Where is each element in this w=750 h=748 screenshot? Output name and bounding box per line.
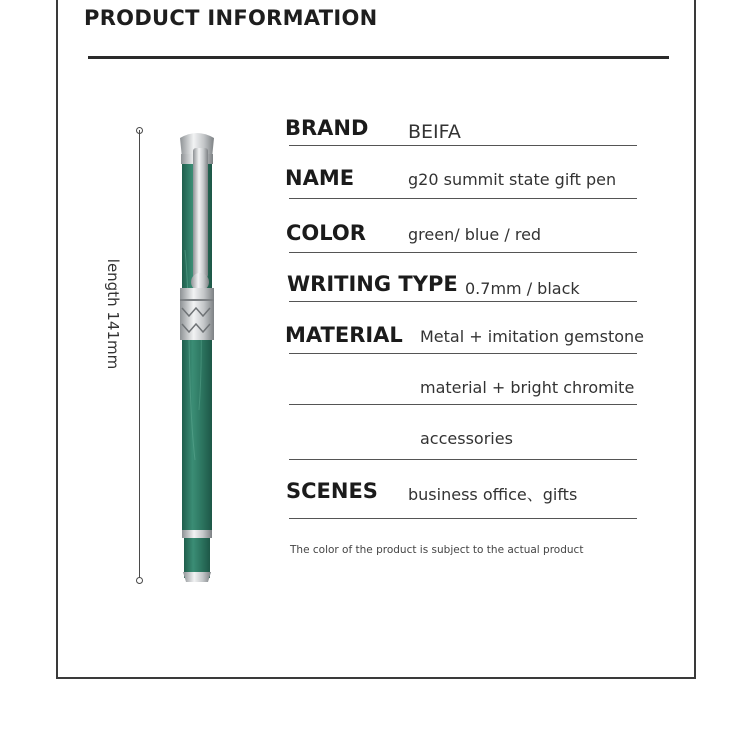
writing-type-value: 0.7mm / black [465,279,580,298]
row-divider [289,518,637,519]
name-label: NAME [285,166,355,190]
writing-type-label: WRITING TYPE [287,272,458,296]
row-divider [289,301,637,302]
brand-value: BEIFA [408,121,461,143]
row-divider [289,252,637,253]
name-value: g20 summit state gift pen [408,170,617,189]
page-title: PRODUCT INFORMATION [84,6,378,30]
title-divider [88,56,669,59]
material-value-line-2: material + bright chromite [420,378,635,397]
scenes-value: business office、gifts [408,485,578,504]
row-divider [289,404,637,405]
dimension-label: length 141mm [104,258,122,370]
disclaimer-note: The color of the product is subject to the actual product [290,544,584,556]
dimension-line [139,130,140,581]
scenes-label: SCENES [286,479,378,503]
material-label: MATERIAL [285,323,403,347]
dimension-bottom-cap [136,577,143,584]
material-value-line-1: Metal + imitation gemstone [420,327,645,346]
row-divider [289,459,637,460]
pen-image [177,130,217,585]
row-divider [289,198,637,199]
material-value-line-3: accessories [420,429,513,448]
row-divider [289,145,637,146]
brand-label: BRAND [285,116,369,140]
color-label: COLOR [286,221,366,245]
color-value: green/ blue / red [408,225,542,244]
row-divider [289,353,637,354]
